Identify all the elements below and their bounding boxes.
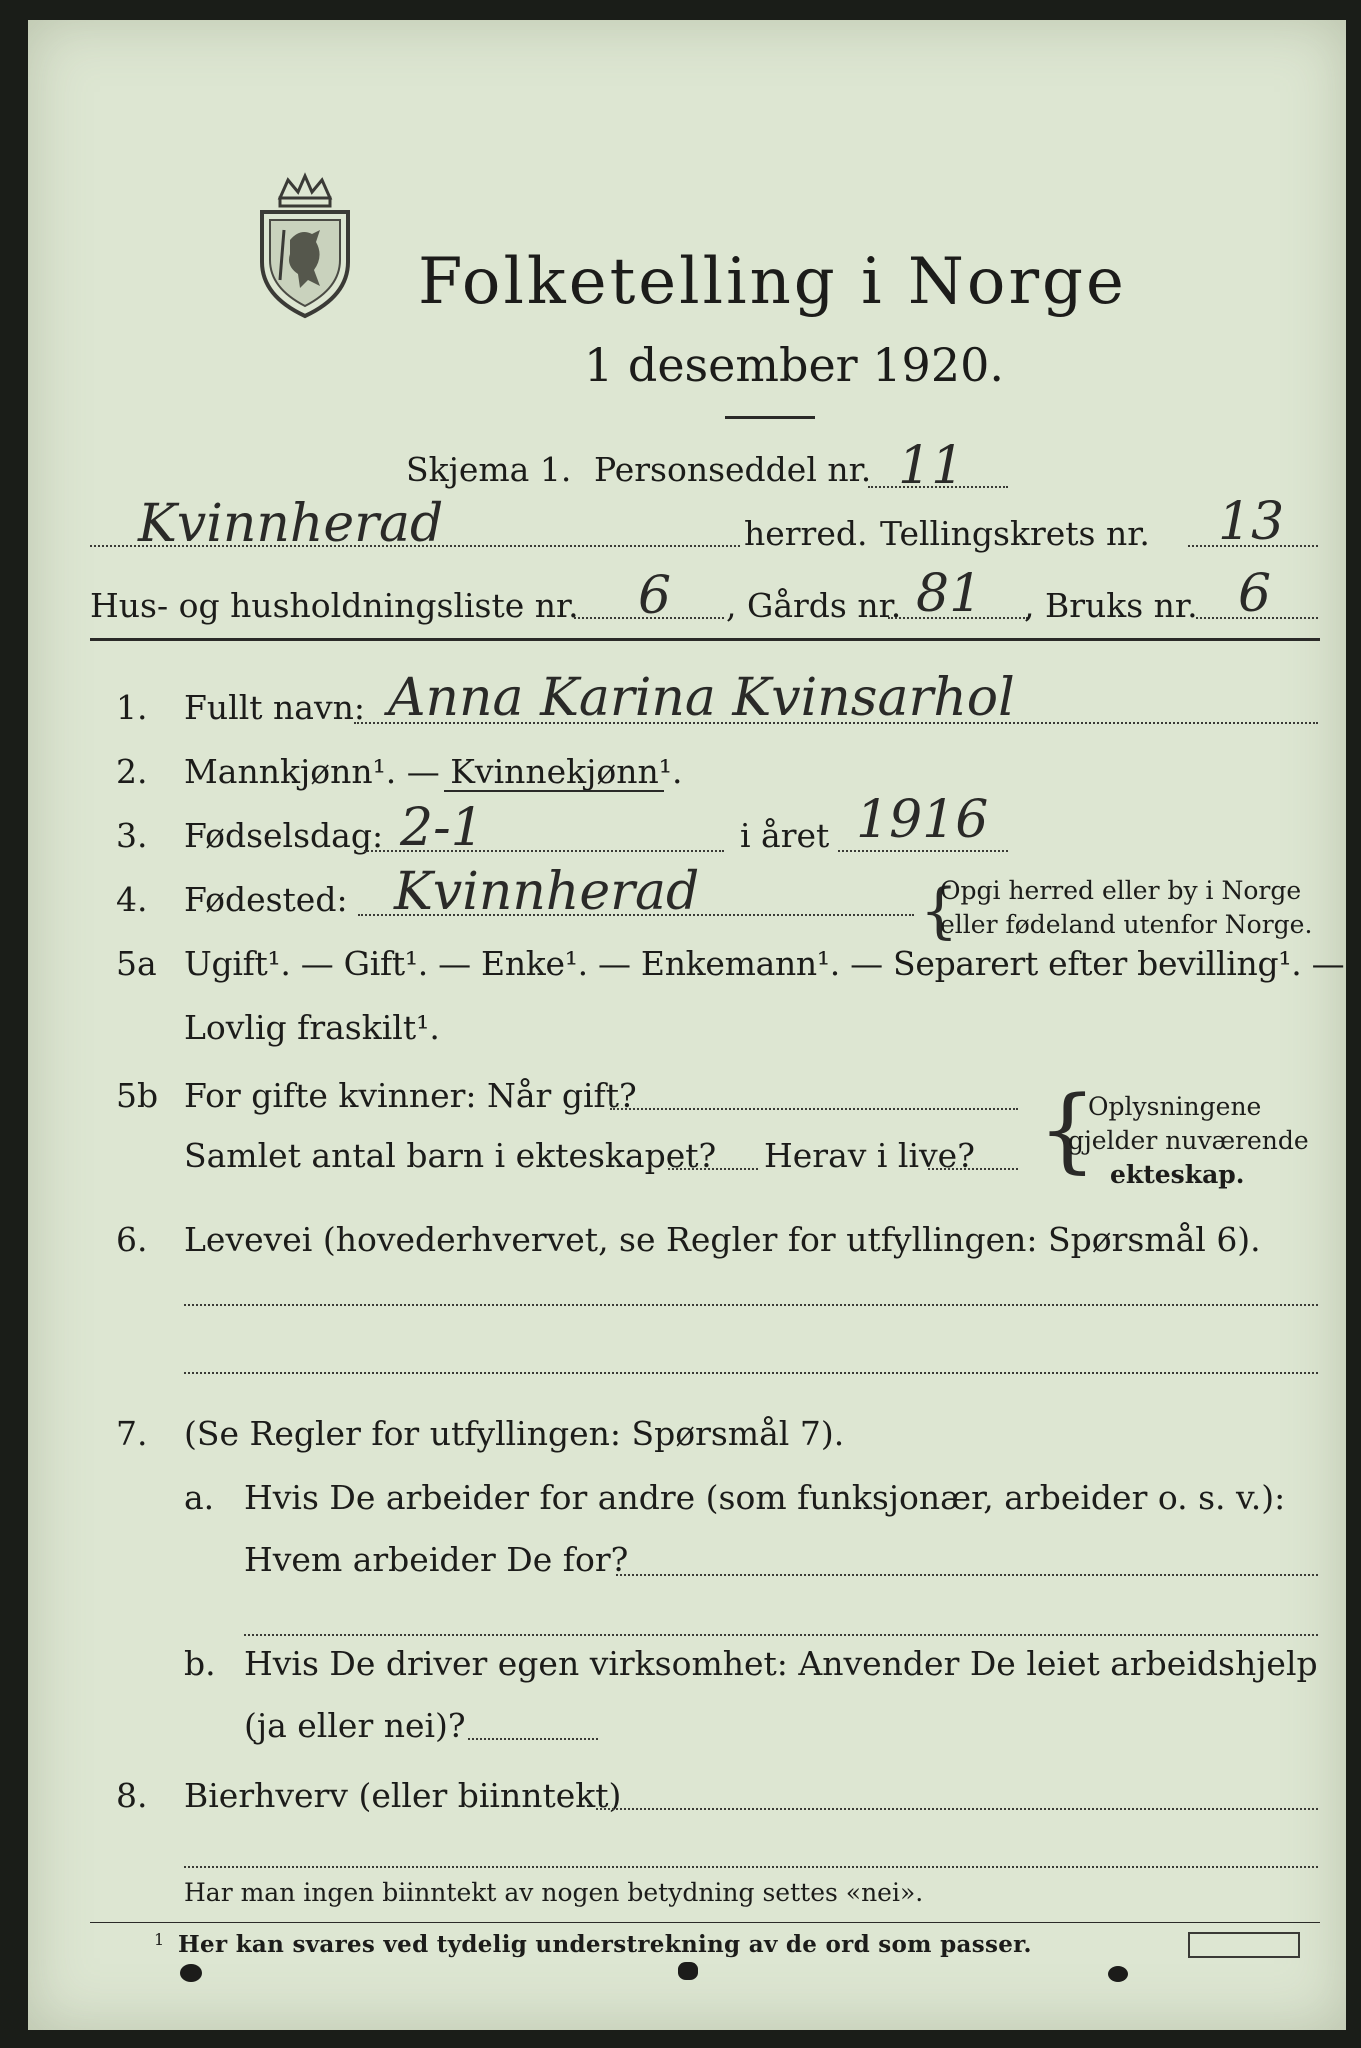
q5a-number: 5a bbox=[116, 944, 157, 983]
title-rule bbox=[725, 416, 815, 419]
ink-blot-icon bbox=[180, 1964, 202, 1982]
q7-number: 7. bbox=[116, 1414, 148, 1453]
husliste-value: 6 bbox=[638, 566, 672, 626]
herred-label: herred. bbox=[744, 514, 868, 553]
q5b-brace: { bbox=[1038, 1076, 1097, 1183]
q3-year-value: 1916 bbox=[856, 790, 989, 850]
q3-value: 2-1 bbox=[400, 798, 484, 858]
q7a-line bbox=[616, 1574, 1318, 1576]
q8-number: 8. bbox=[116, 1776, 148, 1815]
q5b-note-1: Oplysningene bbox=[1088, 1092, 1262, 1121]
q5a-label-2: Lovlig fraskilt¹. bbox=[184, 1008, 440, 1047]
q7b-label-2: (ja eller nei)? bbox=[244, 1706, 466, 1745]
q4-number: 4. bbox=[116, 880, 148, 919]
q1-label: Fullt navn: bbox=[184, 688, 365, 727]
q5b-label-2: Samlet antal barn i ekteskapet? bbox=[184, 1136, 717, 1175]
q5b-alive-line bbox=[928, 1168, 1018, 1170]
q4-note-2: eller fødeland utenfor Norge. bbox=[940, 910, 1313, 939]
q1-value: Anna Karina Kvinsarhol bbox=[388, 668, 1015, 728]
q3-year-label: i året bbox=[740, 816, 830, 855]
skjema-label: Skjema 1. bbox=[406, 450, 572, 489]
q7-label: (Se Regler for utfyllingen: Spørsmål 7). bbox=[184, 1414, 845, 1453]
gards-label: , Gårds nr. bbox=[726, 586, 902, 625]
ink-blot-icon bbox=[1108, 1966, 1128, 1982]
q4-value: Kvinnherad bbox=[394, 862, 700, 922]
q3-number: 3. bbox=[116, 816, 148, 855]
tellingskrets-value: 13 bbox=[1218, 492, 1285, 552]
gards-value: 81 bbox=[916, 564, 983, 624]
bruks-label: , Bruks nr. bbox=[1024, 586, 1198, 625]
q6-line-2 bbox=[184, 1372, 1318, 1374]
q6-number: 6. bbox=[116, 1220, 148, 1259]
q7a-label-2: Hvem arbeider De for? bbox=[244, 1540, 629, 1579]
q1-number: 1. bbox=[116, 688, 148, 727]
q7a-line-2 bbox=[244, 1634, 1318, 1636]
tellingskrets-label: Tellingskrets nr. bbox=[880, 514, 1150, 553]
footnote-mark: 1 bbox=[154, 1930, 165, 1949]
personseddel-label: Personseddel nr. bbox=[594, 450, 872, 489]
q4-note-1: Opgi herred eller by i Norge bbox=[940, 876, 1302, 905]
q7b-letter: b. bbox=[184, 1644, 216, 1683]
q5b-note-3: ekteskap. bbox=[1110, 1160, 1245, 1189]
q7a-label: Hvis De arbeider for andre (som funksjonær, arbeider o. s. v.): bbox=[244, 1478, 1286, 1517]
q5b-label: For gifte kvinner: Når gift? bbox=[184, 1076, 637, 1115]
q8-note: Har man ingen biinntekt av nogen betydning settes «nei». bbox=[184, 1878, 924, 1907]
q5b-children-line bbox=[668, 1168, 758, 1170]
q4-label: Fødested: bbox=[184, 880, 348, 919]
q5b-number: 5b bbox=[116, 1076, 159, 1115]
census-form bbox=[28, 20, 1346, 2030]
q5b-when-line bbox=[610, 1108, 1018, 1110]
personseddel-value: 11 bbox=[898, 436, 965, 496]
q8-label: Bierhverv (eller biinntekt) bbox=[184, 1776, 622, 1815]
q6-line-1 bbox=[184, 1304, 1318, 1306]
q3-label: Fødselsdag: bbox=[184, 816, 384, 855]
q7b-label: Hvis De driver egen virksomhet: Anvender De leiet arbeidshjelp bbox=[244, 1644, 1318, 1683]
q7a-letter: a. bbox=[184, 1478, 215, 1517]
ink-blot-icon bbox=[678, 1962, 698, 1980]
coat-of-arms-icon bbox=[250, 170, 360, 320]
header-divider bbox=[90, 638, 1320, 641]
q5a-label: Ugift¹. — Gift¹. — Enke¹. — Enkemann¹. — Separert efter bevilling¹. — bbox=[184, 944, 1345, 983]
footnote-text: Her kan svares ved tydelig understrekning av de ord som passer. bbox=[178, 1931, 1032, 1958]
q7b-line bbox=[468, 1738, 598, 1740]
herred-value: Kvinnherad bbox=[138, 494, 444, 554]
q4-brace: { bbox=[920, 876, 959, 946]
q5b-label-3: Herav i live? bbox=[764, 1136, 975, 1175]
bruks-value: 6 bbox=[1238, 564, 1272, 624]
q8-line bbox=[596, 1808, 1318, 1810]
q2-label: Mannkjønn¹. — Kvinnekjønn¹. bbox=[184, 752, 683, 791]
q5b-note-2: gjelder nuværende bbox=[1068, 1126, 1309, 1155]
census-date: 1 desember 1920. bbox=[584, 338, 1004, 392]
husliste-label: Hus- og husholdningsliste nr. bbox=[90, 586, 579, 625]
q2-number: 2. bbox=[116, 752, 148, 791]
q6-label: Levevei (hovederhvervet, se Regler for utfyllingen: Spørsmål 6). bbox=[184, 1220, 1261, 1259]
form-title: Folketelling i Norge bbox=[418, 245, 1127, 319]
printer-stamp bbox=[1188, 1932, 1300, 1958]
q2-underline bbox=[444, 790, 664, 792]
q8-line-2 bbox=[184, 1866, 1318, 1868]
q3-year-line bbox=[838, 850, 1008, 852]
footer-rule bbox=[90, 1922, 1320, 1923]
